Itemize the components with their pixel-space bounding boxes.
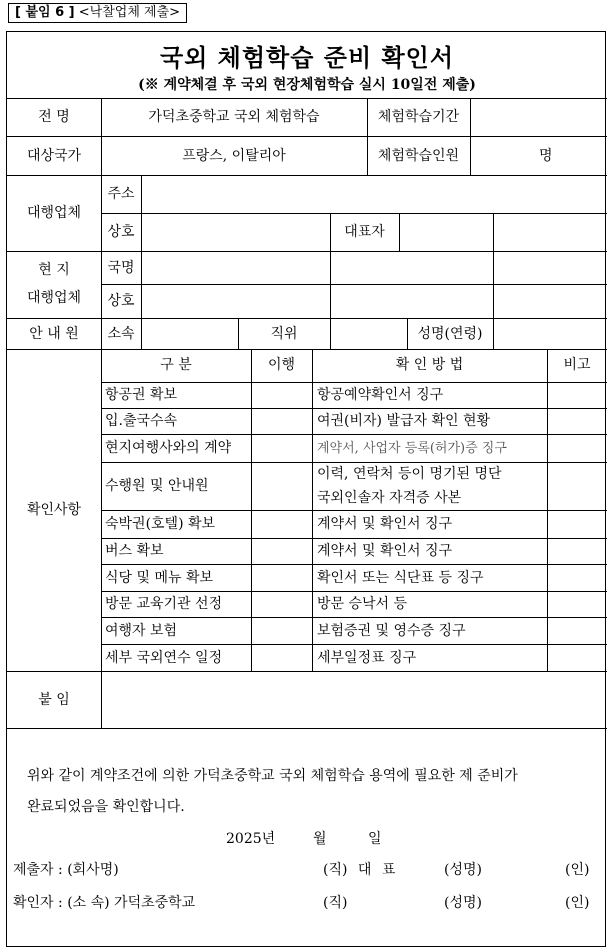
- header-done: 이행: [267, 357, 296, 373]
- position-label: 직위: [270, 326, 298, 342]
- period-label: 체험학습기간: [377, 109, 460, 125]
- local-agency-label-1: 현 지: [38, 262, 70, 278]
- local-company-label: 상호: [107, 293, 135, 309]
- submitter-name: (성명): [444, 862, 482, 878]
- submitter-seal: (인): [565, 862, 590, 878]
- page-subtitle: (※ 계약체결 후 국외 현장체험학습 실시 10일전 제출): [138, 77, 476, 93]
- confirmer-name: (성명): [444, 895, 482, 911]
- submitter-position: (직) 대 표: [323, 862, 396, 878]
- affiliation-field[interactable]: [142, 319, 237, 349]
- check-method: 계약서 및 확인서 징구: [317, 543, 453, 559]
- rep-field[interactable]: [400, 214, 492, 251]
- confirmer-label: 확인자 : (소 속) 가덕초중학교: [13, 895, 196, 911]
- check-category: 방문 교육기관 선정: [105, 596, 223, 612]
- note-column[interactable]: [548, 383, 606, 670]
- company-label: 상호: [107, 224, 135, 240]
- check-method: 확인서 또는 식단표 등 징구: [317, 570, 484, 586]
- check-method: 보험증권 및 영수증 징구: [317, 623, 466, 639]
- participants-field[interactable]: [471, 137, 533, 174]
- date-year: 2025년: [226, 831, 276, 847]
- check-method: 세부일정표 징구: [317, 650, 417, 666]
- event-value: 가덕초중학교 국외 체험학습: [148, 109, 320, 125]
- address-field[interactable]: [142, 176, 606, 213]
- header-category: 구 분: [160, 357, 192, 373]
- statement-line-1: 위와 같이 계약조건에 의한 가덕초중학교 국외 체험학습 용역에 필요한 제 준비가: [27, 768, 518, 784]
- local-company-field[interactable]: [142, 285, 329, 318]
- header-note: 비고: [563, 357, 591, 373]
- page-title: 국외 체험학습 준비 확인서: [159, 44, 455, 72]
- date-day: 일: [368, 831, 382, 847]
- attachment-tag: [8, 3, 187, 23]
- confirmer-position: (직): [323, 895, 348, 911]
- attachment-label: [ 붙임 6 ]: [15, 5, 75, 20]
- country-label: 대상국가: [26, 148, 82, 164]
- country-value: 프랑스, 이탈리아: [182, 148, 286, 164]
- date-month: 월: [313, 831, 327, 847]
- check-category: 현지여행사와의 계약: [105, 440, 232, 456]
- attachment-note: <낙찰업체 제출>: [78, 5, 181, 20]
- check-method: 계약서 및 확인서 징구: [317, 516, 453, 532]
- attachment-row-label: 붙 임: [38, 692, 70, 708]
- check-category: 식당 및 메뉴 확보: [105, 570, 214, 586]
- local-agency-label-2: 대행업체: [26, 290, 82, 306]
- confirmer-seal: (인): [565, 895, 590, 911]
- done-column[interactable]: [252, 383, 311, 670]
- address-label: 주소: [107, 186, 135, 202]
- check-method: 항공예약확인서 징구: [317, 387, 444, 403]
- participants-unit: 명: [539, 148, 553, 164]
- check-category: 입.출국수속: [105, 413, 178, 429]
- affiliation-label: 소속: [107, 326, 135, 342]
- check-category: 숙박권(호텔) 확보: [105, 516, 216, 532]
- check-category: 세부 국외연수 일정: [105, 650, 223, 666]
- check-method: 방문 승낙서 등: [317, 596, 408, 612]
- form-frame: [6, 31, 606, 947]
- local-country-label: 국명: [107, 260, 135, 276]
- event-label: 전 명: [38, 109, 70, 125]
- checklist-section-label: 확인사항: [26, 502, 82, 518]
- check-method: 여권(비자) 발급자 확인 현황: [317, 413, 491, 429]
- rep-label: 대표자: [344, 224, 385, 240]
- check-method: 국외인솔자 자격증 사본: [317, 490, 462, 506]
- check-category: 수행원 및 안내원: [105, 478, 209, 494]
- header-method: 확 인 방 법: [395, 357, 464, 373]
- check-category: 버스 확보: [105, 543, 164, 559]
- check-method: 이력, 연락처 등이 명기된 명단: [317, 466, 502, 482]
- participants-label: 체험학습인원: [377, 148, 460, 164]
- statement-line-2: 완료되었음을 확인합니다.: [27, 799, 185, 815]
- check-category: 항공권 확보: [105, 387, 178, 403]
- company-field[interactable]: [142, 214, 329, 251]
- name-age-field[interactable]: [494, 319, 606, 349]
- name-age-label: 성명(연령): [417, 326, 483, 342]
- attachment-field[interactable]: [102, 672, 606, 728]
- local-country-field[interactable]: [142, 252, 329, 284]
- check-category: 여행자 보험: [105, 623, 178, 639]
- submitter-label: 제출자 : (회사명): [13, 862, 119, 878]
- guide-label: 안 내 원: [29, 326, 79, 342]
- check-method: 계약서, 사업자 등록(허가)증 징구: [317, 441, 507, 456]
- agency-label: 대행업체: [26, 205, 82, 221]
- period-field[interactable]: [471, 99, 606, 136]
